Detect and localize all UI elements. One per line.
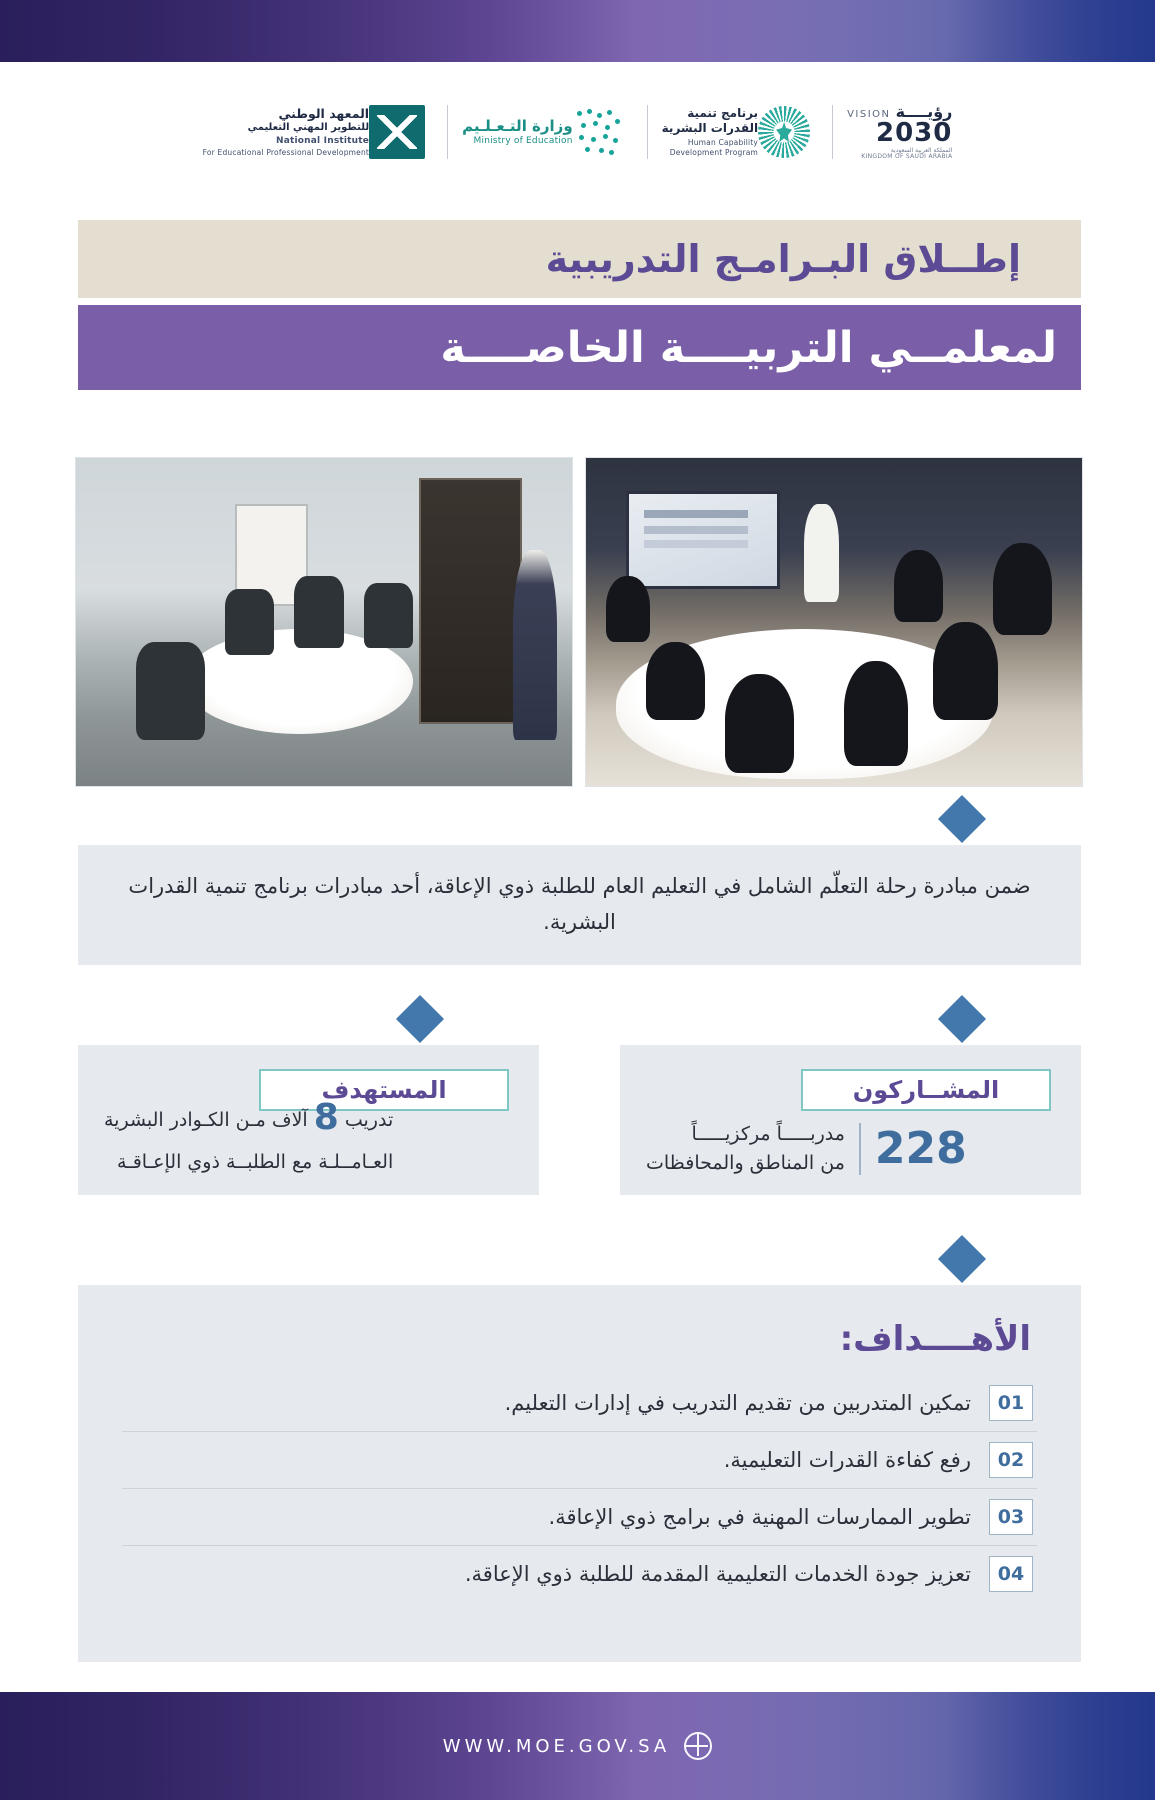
stat-body-participants: [646, 1120, 1055, 1177]
top-gradient-bar: [0, 0, 1155, 62]
logo-row: [0, 92, 1155, 172]
stat-card-target: [78, 1045, 539, 1195]
goal-number: 01: [989, 1385, 1033, 1421]
moe-en-line1: Ministry of Education: [473, 135, 573, 146]
stat-target-text-after-1: آلاف مـن الكـوادر البشرية: [104, 1109, 308, 1132]
seated-participant: [606, 576, 651, 642]
photo-training-session-female: [585, 457, 1083, 787]
hcdp-icon: [758, 106, 810, 158]
seated-participant: [294, 576, 344, 648]
standing-presenter: [513, 550, 558, 740]
ministry-of-education-icon: [573, 107, 627, 157]
goal-number: 04: [989, 1556, 1033, 1592]
hcdp-ar-line2: القدرات البشرية: [661, 121, 759, 136]
room-door: [419, 478, 522, 725]
logo-divider: [447, 105, 448, 159]
photo-training-session-male: [75, 457, 573, 787]
hcdp-en-line2: Development Program: [669, 148, 759, 157]
seated-participant: [725, 674, 794, 772]
stat-label-target: المستهدف: [259, 1069, 509, 1111]
vision-ar-sub: المملكة العربية السعودية: [890, 146, 953, 154]
diamond-marker-goals: [938, 1235, 986, 1283]
title-band-secondary: [78, 305, 1081, 390]
stat-card-participants: [620, 1045, 1081, 1195]
diamond-marker-target: [396, 995, 444, 1043]
human-capability-development-program-logo: [648, 101, 832, 163]
seated-participant: [364, 583, 414, 649]
goals-title: الأهــــداف:: [839, 1319, 1031, 1359]
stat-target-line1: [104, 1089, 393, 1147]
goal-text: تعزيز جودة الخدمات التعليمية المقدمة للطلبة ذوي الإعاقة.: [464, 1562, 971, 1586]
goal-item: [122, 1489, 1037, 1546]
seated-participant: [993, 543, 1053, 635]
seated-participant: [894, 550, 944, 622]
vision-ar-label: رؤيــــة: [895, 101, 953, 121]
stat-body-target: [104, 1089, 513, 1177]
stat-target-text-before: تدريب: [344, 1109, 394, 1132]
title-line2: لمعلمــي التربيــــة الخاصــــة: [440, 322, 1057, 373]
national-institute-en-line1: National Institute: [275, 136, 370, 147]
hcdp-en-line1: Human Capability: [687, 138, 759, 148]
diamond-marker-intro: [938, 795, 986, 843]
hcdp-ar-line1: برنامج تنمية: [687, 106, 759, 121]
national-institute-logo: [189, 101, 447, 163]
intro-text: ضمن مبادرة رحلة التعلّم الشامل في التعليم العام للطلبة ذوي الإعاقة، أحد مبادرات برنامج تنمية القدرات البشرية.: [128, 874, 1031, 934]
goal-text: رفع كفاءة القدرات التعليمية.: [723, 1448, 971, 1472]
goal-item: [122, 1546, 1037, 1602]
footer-content: [0, 1692, 1155, 1800]
footer-bar: [0, 1692, 1155, 1800]
national-institute-ar-line1: المعهد الوطني: [278, 106, 370, 122]
goal-number: 03: [989, 1499, 1033, 1535]
vision-en-sub: KINGDOM OF SAUDI ARABIA: [861, 153, 953, 161]
goal-text: تطوير الممارسات المهنية في برامج ذوي الإعاقة.: [548, 1505, 971, 1529]
stat-divider: [859, 1123, 861, 1175]
seated-participant: [225, 589, 275, 655]
seated-participant: [646, 642, 706, 721]
title-band-primary: [78, 220, 1081, 298]
national-institute-icon: [369, 105, 425, 159]
seated-participant: [844, 661, 908, 766]
diamond-marker-participants: [938, 995, 986, 1043]
projection-screen: [626, 491, 781, 589]
top-gradient-overlay: [0, 0, 1155, 62]
intro-panel: [78, 845, 1081, 965]
national-institute-en-line2: For Educational Professional Development: [202, 148, 370, 158]
vision-number: 2030: [876, 118, 953, 149]
goals-panel: [78, 1285, 1081, 1662]
moe-ar-line1: وزارة التـعـلـيم: [462, 116, 573, 135]
goal-number: 02: [989, 1442, 1033, 1478]
stat-desc-participants-line1: مدربـــــاً مركزيـــــاً: [691, 1123, 845, 1145]
ministry-of-education-logo: [448, 101, 647, 163]
goal-item: [122, 1432, 1037, 1489]
title-line1: إطــلاق البـرامـج التدريبية: [545, 237, 1021, 281]
stat-desc-participants-line2: من المناطق والمحافظات: [646, 1151, 845, 1174]
national-institute-ar-line2: للتطوير المهني التعليمي: [247, 121, 370, 133]
office-chair: [136, 642, 205, 740]
logo-divider: [647, 105, 648, 159]
footer-website-url[interactable]: WWW.MOE.GOV.SA: [442, 1735, 671, 1757]
logo-divider: [832, 105, 833, 159]
goal-item: [122, 1375, 1037, 1432]
seated-participant: [933, 622, 997, 720]
photo-gallery: [75, 457, 1083, 787]
vision-en-label: VISION: [847, 108, 891, 120]
globe-icon: [684, 1732, 712, 1760]
stat-target-line2: العـامــلـة مع الطلبــة ذوي الإعـاقـة: [116, 1150, 394, 1173]
stat-number-target: 8: [313, 1097, 339, 1139]
stat-number-participants: 228: [874, 1122, 967, 1174]
stat-label-participants: المشــاركون: [801, 1069, 1051, 1111]
goal-text: تمكين المتدربين من تقديم التدريب في إدارات التعليم.: [504, 1391, 971, 1415]
presenter-figure: [804, 504, 839, 602]
vision-2030-logo: [833, 101, 966, 163]
